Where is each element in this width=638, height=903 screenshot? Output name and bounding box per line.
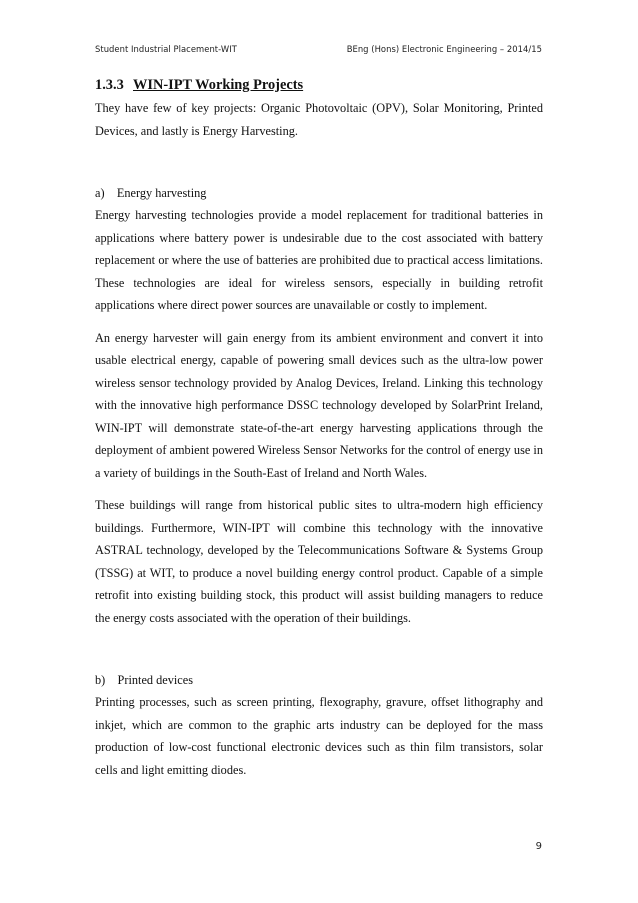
section-heading <box>95 75 543 95</box>
subsection-heading-energy-harvesting: a) Energy harvesting <box>95 186 207 200</box>
printed-devices-paragraph-1: Printing processes, such as screen printing, flexography, gravure, offset lithography and inkjet, which are common to the graphic arts industry can be deployed for the mass production of low-cost functional electronic devices such as thin film transistors, solar cells and light emitting diodes. <box>95 695 543 777</box>
section-number: 1.3.3 <box>95 77 124 93</box>
header-right-text: BEng (Hons) Electronic Engineering – 2014/15 <box>346 44 542 54</box>
section-title: WIN-IPT Working Projects <box>133 77 304 93</box>
running-header <box>95 44 542 54</box>
energy-harvesting-paragraph-3: These buildings will range from historical public sites to ultra-modern high efficiency buildings. Furthermore, WIN-IPT will combine this technology with the innovative ASTRAL technology, developed by the Telecommunications Software & Systems Group (TSSG) at WIT, to produce a novel building energy control product. Capable of a simple retrofit into existing building stock, this product will assist building managers to reduce the energy costs associated with the operation of their buildings. <box>95 498 543 625</box>
energy-harvesting-paragraph-1: Energy harvesting technologies provide a model replacement for traditional batteries in applications where battery power is undesirable due to the cost associated with battery replacement or where the use of batteries are prohibited due to practical access limitations. These technologies are ideal for wireless sensors, especially in building retrofit applications where direct power sources are unavailable or costly to implement. <box>95 208 543 312</box>
section-intro-paragraph: They have few of key projects: Organic Photovoltaic (OPV), Solar Monitoring, Printed Devices, and lastly is Energy Harvesting. <box>95 101 543 138</box>
header-left-text: Student Industrial Placement-WIT <box>95 44 237 54</box>
page-number: 9 <box>535 841 542 852</box>
page-body <box>95 75 543 781</box>
energy-harvesting-paragraph-2: An energy harvester will gain energy from its ambient environment and convert it into usable electrical energy, capable of powering small devices such as the ultra-low power wireless sensor technology provided by Analog Devices, Ireland. Linking this technology with the innovative high performance DSSC technology developed by SolarPrint Ireland, WIN-IPT will demonstrate state-of-the-art energy harvesting applications through the deployment of ambient powered Wireless Sensor Networks for the control of energy use in a variety of buildings in the South-East of Ireland and North Wales. <box>95 330 543 480</box>
subsection-heading-printed-devices: b) Printed devices <box>95 673 194 687</box>
